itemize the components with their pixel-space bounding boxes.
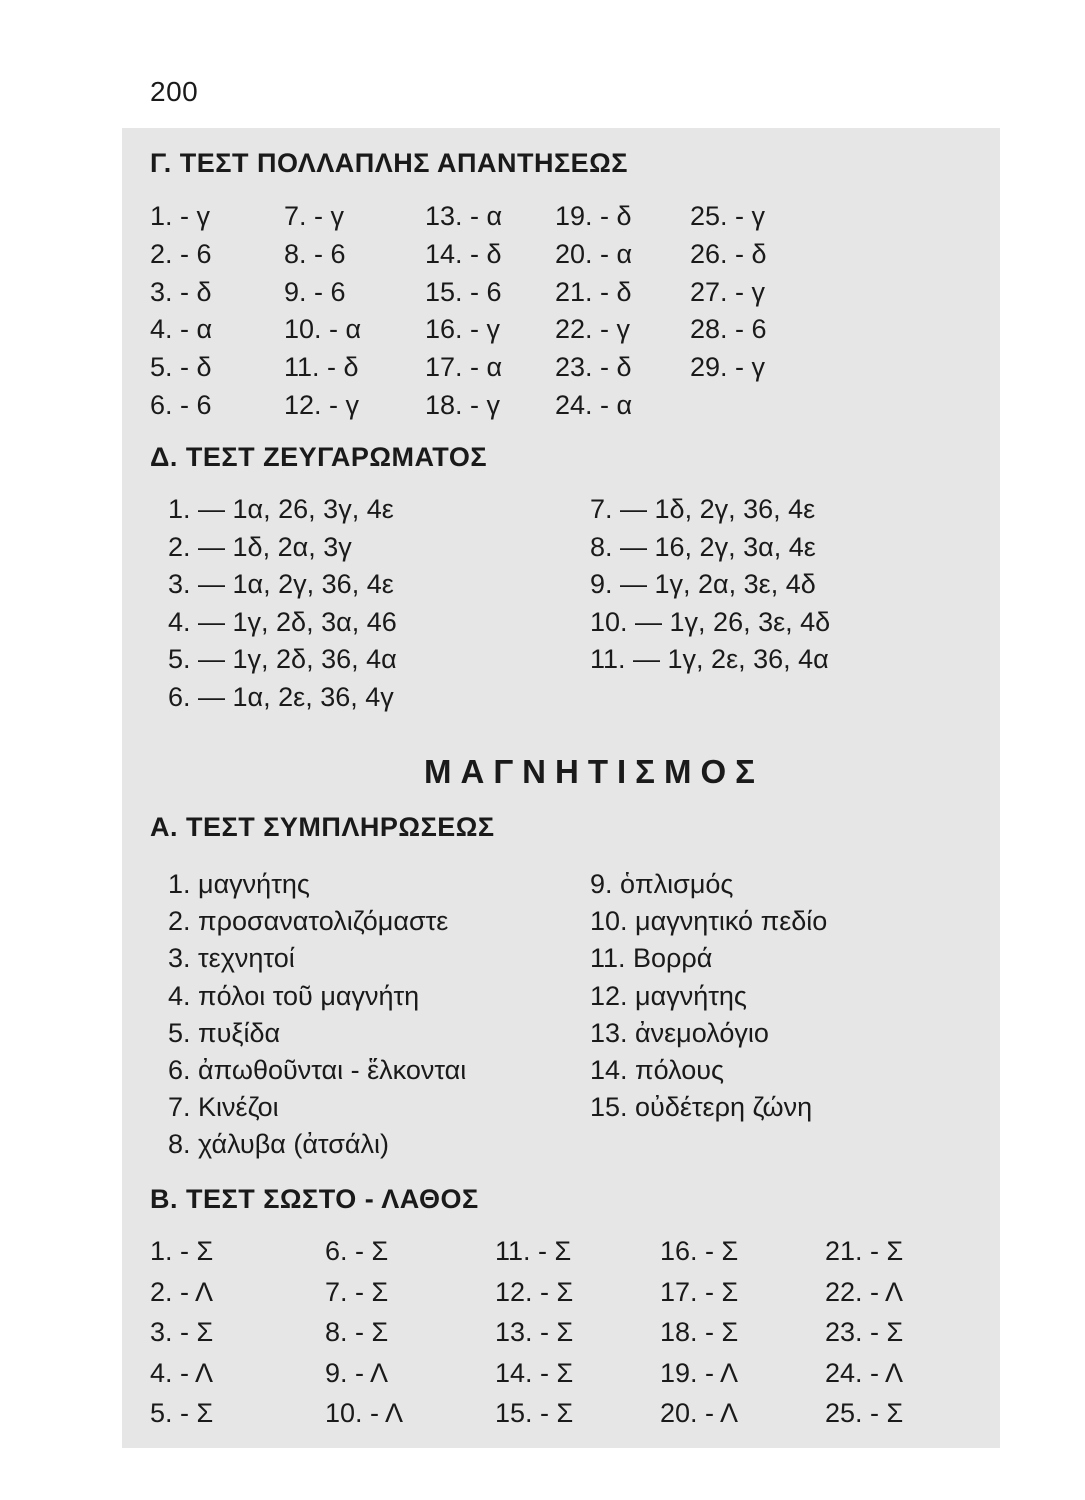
answer-item: 6. - 6 <box>150 390 212 420</box>
answer-item: 2. προσανατολιζόμαστε <box>168 906 449 936</box>
answer-item: 21. - δ <box>555 277 632 307</box>
answer-item: 22. - γ <box>555 314 631 344</box>
answer-item: 9. ὁπλισμός <box>590 869 734 899</box>
answer-item: 3. - Σ <box>150 1317 214 1347</box>
answer-item: 23. - δ <box>555 352 632 382</box>
answer-item: 1. — 1α, 26, 3γ, 4ε <box>168 494 394 524</box>
section-g-title: Γ. ΤΕΣΤ ΠΟΛΛΑΠΛΗΣ ΑΠΑΝΤΗΣΕΩΣ <box>150 148 629 178</box>
answer-item: 25. - γ <box>690 201 766 231</box>
answer-item: 7. - γ <box>284 201 345 231</box>
answer-item: 26. - δ <box>690 239 767 269</box>
answer-item: 1. - Σ <box>150 1236 214 1266</box>
answer-item: 5. πυξίδα <box>168 1018 281 1048</box>
answer-item: 7. — 1δ, 2γ, 36, 4ε <box>590 494 816 524</box>
answer-item: 14. πόλους <box>590 1055 725 1085</box>
answer-item: 3. - δ <box>150 277 212 307</box>
answer-item: 25. - Σ <box>825 1398 904 1428</box>
answer-item: 24. - Λ <box>825 1358 904 1388</box>
answer-item: 2. — 1δ, 2α, 3γ <box>168 532 352 562</box>
answer-item: 4. - α <box>150 314 213 344</box>
answer-item: 6. — 1α, 2ε, 36, 4γ <box>168 682 394 712</box>
answer-item: 12. - Σ <box>495 1277 574 1307</box>
answer-item: 18. - Σ <box>660 1317 739 1347</box>
answer-item: 10. — 1γ, 26, 3ε, 4δ <box>590 607 831 637</box>
answer-item: 8. χάλυβα (ἀτσάλι) <box>168 1129 389 1159</box>
answer-item: 11. — 1γ, 2ε, 36, 4α <box>590 644 829 674</box>
answer-item: 8. - Σ <box>325 1317 389 1347</box>
answer-item: 6. ἀπωθοῦνται - ἕλκονται <box>168 1055 467 1085</box>
answer-item: 24. - α <box>555 390 633 420</box>
answer-item: 12. - γ <box>284 390 360 420</box>
answer-item: 1. - γ <box>150 201 211 231</box>
answer-item: 11. - δ <box>284 352 359 382</box>
answer-item: 28. - 6 <box>690 314 767 344</box>
answer-item: 8. — 16, 2γ, 3α, 4ε <box>590 532 816 562</box>
answer-item: 3. — 1α, 2γ, 36, 4ε <box>168 569 394 599</box>
answer-item: 2. - Λ <box>150 1277 214 1307</box>
answer-item: 22. - Λ <box>825 1277 904 1307</box>
answer-item: 10. - Λ <box>325 1398 404 1428</box>
section-d-title: Δ. ΤΕΣΤ ΖΕΥΓΑΡΩΜΑΤΟΣ <box>150 442 488 472</box>
answer-item: 9. - Λ <box>325 1358 389 1388</box>
answer-item: 13. ἀνεμολόγιο <box>590 1018 769 1048</box>
answer-item: 4. - Λ <box>150 1358 214 1388</box>
answer-item: 14. - δ <box>425 239 502 269</box>
answer-item: 16. - γ <box>425 314 501 344</box>
answer-item: 13. - α <box>425 201 503 231</box>
answer-item: 21. - Σ <box>825 1236 904 1266</box>
section-b-title: Β. ΤΕΣΤ ΣΩΣΤΟ - ΛΑΘΟΣ <box>150 1184 479 1214</box>
answer-item: 5. - δ <box>150 352 212 382</box>
answer-item: 20. - Λ <box>660 1398 739 1428</box>
answer-item: 5. — 1γ, 2δ, 36, 4α <box>168 644 397 674</box>
answer-item: 27. - γ <box>690 277 766 307</box>
section-a-title: Α. ΤΕΣΤ ΣΥΜΠΛΗΡΩΣΕΩΣ <box>150 812 495 842</box>
answer-item: 17. - α <box>425 352 503 382</box>
answer-item: 10. μαγνητικό πεδίο <box>590 906 828 936</box>
answer-item: 20. - α <box>555 239 633 269</box>
answer-item: 5. - Σ <box>150 1398 214 1428</box>
answer-item: 7. Κινέζοι <box>168 1092 279 1122</box>
answer-item: 7. - Σ <box>325 1277 389 1307</box>
answer-item: 2. - 6 <box>150 239 212 269</box>
answer-item: 19. - δ <box>555 201 632 231</box>
answer-item: 8. - 6 <box>284 239 346 269</box>
answer-item: 15. οὐδέτερη ζώνη <box>590 1092 813 1122</box>
answer-item: 11. Βορρά <box>590 943 713 973</box>
answer-item: 6. - Σ <box>325 1236 389 1266</box>
answer-item: 1. μαγνήτης <box>168 869 310 899</box>
answer-item: 11. - Σ <box>495 1236 572 1266</box>
answer-item: 4. πόλοι τοῦ μαγνήτη <box>168 981 420 1011</box>
answer-item: 4. — 1γ, 2δ, 3α, 46 <box>168 607 397 637</box>
answer-item: 29. - γ <box>690 352 766 382</box>
answer-item: 9. - 6 <box>284 277 346 307</box>
chapter-title: ΜΑΓΝΗΤΙΣΜΟΣ <box>424 753 764 790</box>
answer-item: 15. - Σ <box>495 1398 574 1428</box>
answer-item: 19. - Λ <box>660 1358 739 1388</box>
answer-item: 9. — 1γ, 2α, 3ε, 4δ <box>590 569 816 599</box>
answer-item: 18. - γ <box>425 390 501 420</box>
answer-item: 10. - α <box>284 314 362 344</box>
answer-item: 17. - Σ <box>660 1277 739 1307</box>
answer-item: 3. τεχνητοί <box>168 943 295 973</box>
page-number: 200 <box>150 76 199 107</box>
answer-item: 15. - 6 <box>425 277 502 307</box>
answer-item: 13. - Σ <box>495 1317 574 1347</box>
answer-item: 16. - Σ <box>660 1236 739 1266</box>
answer-item: 23. - Σ <box>825 1317 904 1347</box>
answer-item: 14. - Σ <box>495 1358 574 1388</box>
answer-item: 12. μαγνήτης <box>590 981 747 1011</box>
